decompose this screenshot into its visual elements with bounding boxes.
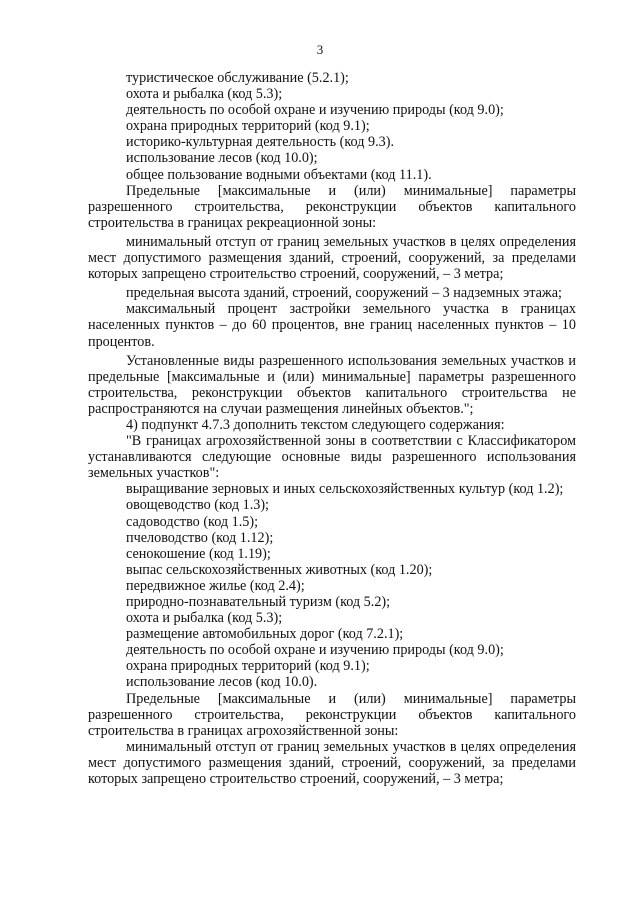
list-item: историко-культурная деятельность (код 9.3). [126, 134, 395, 151]
list-item: использование лесов (код 10.0). [126, 674, 318, 691]
paragraph-agro-intro: "В границах агрохозяйственной зоны в соответствии с Классификатором устанавливаются следующие основные виды разрешенного использования земельных участков": [88, 433, 576, 482]
list-item: пчеловодство (код 1.12); [126, 529, 274, 546]
paragraph-max-coverage: максимальный процент застройки земельного участка в границах населенных пунктов – до 60 процентов, вне границ населенных пунктов – 10 процентов. [88, 301, 576, 350]
paragraph-min-setback: минимальный отступ от границ земельных участков в целях определения мест допустимого размещения зданий, строений, сооружений, за пределами которых запрещено строительство строений, сооружений, – 3 метра; [88, 738, 576, 788]
paragraph-limits-recreation: Предельные [максимальные и (или) минимальные] параметры разрешенного строительства, реконструкции объектов капитального строительства в границах рекреационной зоны: [88, 182, 576, 231]
list-item: деятельность по особой охране и изучению природы (код 9.0); [126, 642, 504, 659]
list-item: туристическое обслуживание (5.2.1); [126, 70, 349, 86]
list-item: деятельность по особой охране и изучению природы (код 9.0); [126, 102, 504, 119]
list-item: выпас сельскохозяйственных животных (код 1.20); [126, 561, 433, 578]
list-item: общее пользование водными объектами (код 11.1). [126, 166, 432, 183]
list-item: охрана природных территорий (код 9.1); [126, 118, 370, 135]
list-item: сенокошение (код 1.19); [126, 545, 271, 562]
paragraph-min-setback: минимальный отступ от границ земельных участков в целях определения мест допустимого размещения зданий, строений, сооружений, за пределами которых запрещено строительство строений, сооружений, – 3 метра; [88, 233, 576, 283]
paragraph-subclause: 4) подпункт 4.7.3 дополнить текстом следующего содержания: [126, 416, 505, 433]
list-item: передвижное жилье (код 2.4); [126, 577, 305, 594]
list-item: овощеводство (код 1.3); [126, 497, 270, 514]
list-item: охота и рыбалка (код 5.3); [126, 610, 283, 627]
page-number: 3 [316, 42, 324, 57]
list-item: природно-познавательный туризм (код 5.2); [126, 594, 391, 610]
list-item: садоводство (код 1.5); [126, 513, 259, 530]
paragraph-limits-agro: Предельные [максимальные и (или) минимальные] параметры разрешенного строительства, реконструкции объектов капитального строительства в границах агрохозяйственной зоны: [88, 690, 576, 739]
list-item: размещение автомобильных дорог (код 7.2.1); [126, 626, 404, 643]
paragraph-linear-objects: Установленные виды разрешенного использования земельных участков и предельные [максимальные и (или) минимальные] параметры разрешенного строительства, реконструкции объектов капитального строительства не распространяются на случаи размещения линейных объектов."; [88, 352, 576, 417]
list-item: использование лесов (код 10.0); [126, 150, 318, 167]
list-item: охота и рыбалка (код 5.3); [126, 86, 283, 103]
list-item: охрана природных территорий (код 9.1); [126, 658, 370, 675]
list-item: выращивание зерновых и иных сельскохозяйственных культур (код 1.2); [126, 481, 564, 498]
document-body [88, 70, 576, 787]
paragraph-max-height: предельная высота зданий, строений, сооружений – 3 надземных этажа; [126, 285, 562, 302]
